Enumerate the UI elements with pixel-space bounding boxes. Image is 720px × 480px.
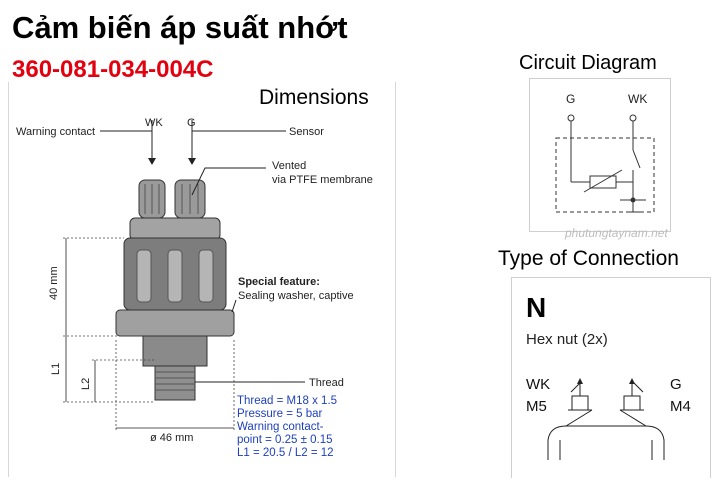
part-number: 360-081-034-004C [12, 56, 214, 83]
circuit-diagram-title: Circuit Diagram [519, 52, 657, 74]
dimensions-title: Dimensions [259, 86, 369, 109]
label-sealing-washer: Sealing washer, captive [238, 290, 354, 302]
label-warning-contact: Warning contact [16, 126, 96, 138]
circuit-label-g: G [566, 92, 576, 106]
terminal-wk-label: WK [526, 376, 551, 393]
connection-subtitle: Hex nut (2x) [526, 331, 608, 348]
label-wk: WK [145, 117, 163, 129]
terminal-g-size: M4 [670, 398, 691, 415]
label-vented: Vented [272, 160, 307, 172]
watermark: phutungtaynam.net [565, 226, 668, 240]
page-title: Cảm biến áp suất nhớt [12, 10, 348, 45]
circuit-label-wk: WK [628, 92, 648, 106]
terminal-g-label: G [670, 376, 682, 393]
spec-contact-point: point = 0.25 ± 0.15 [237, 434, 333, 446]
label-sensor: Sensor [289, 126, 324, 138]
label-ptfe-membrane: via PTFE membrane [272, 174, 373, 186]
label-l2: L2 [80, 377, 92, 390]
label-g: G [187, 117, 196, 129]
spec-pressure: Pressure = 5 bar [237, 408, 323, 420]
label-special-feature: Special feature: [238, 276, 320, 288]
spec-warning-contact: Warning contact- [237, 421, 324, 433]
label-l1: L1 [50, 362, 62, 375]
label-thread: Thread [309, 377, 344, 389]
label-diameter: ø 46 mm [150, 432, 194, 444]
spec-lengths: L1 = 20.5 / L2 = 12 [237, 447, 334, 459]
label-height-40mm: 40 mm [48, 266, 60, 300]
terminal-wk-size: M5 [526, 398, 547, 415]
spec-thread: Thread = M18 x 1.5 [237, 395, 338, 407]
connection-code: N [526, 292, 547, 323]
connection-type-title: Type of Connection [498, 247, 679, 270]
